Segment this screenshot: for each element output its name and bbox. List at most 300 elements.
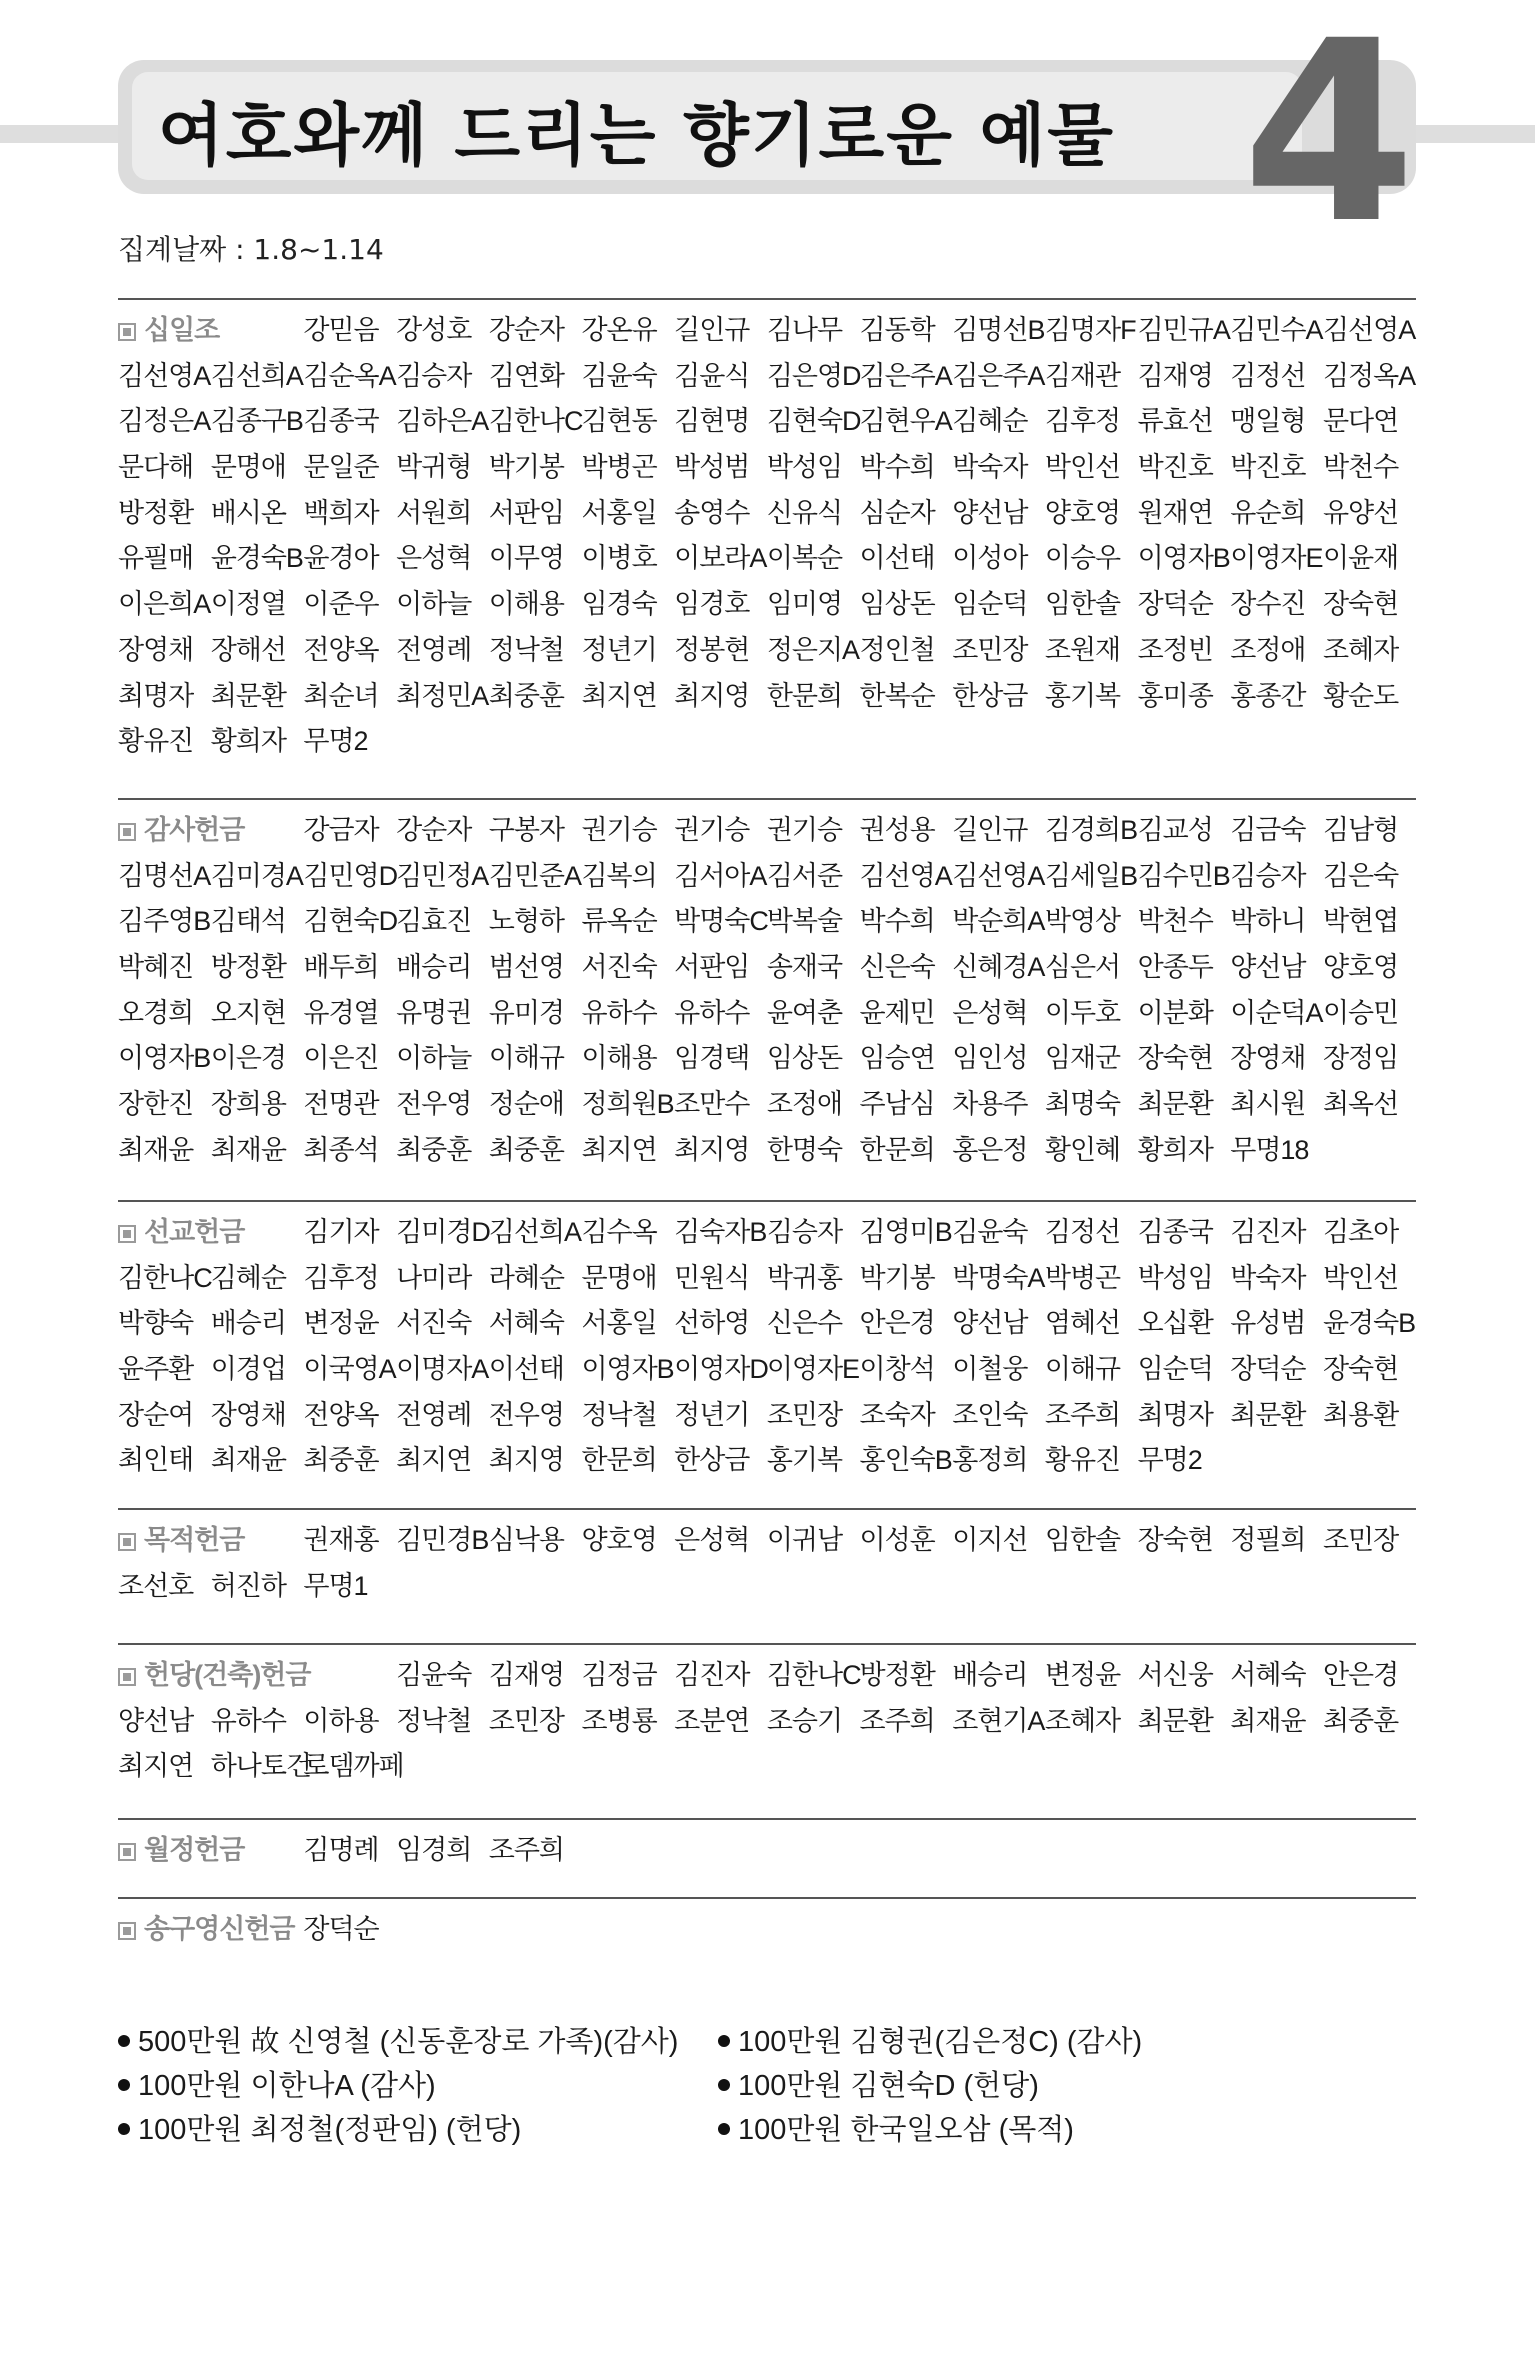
donor-name: 장해선 bbox=[210, 634, 286, 665]
donor-name: 김현동 bbox=[581, 406, 657, 437]
donor-name: 황유진 bbox=[118, 726, 194, 757]
donor-name: 오십환 bbox=[1137, 1308, 1213, 1339]
name-grid bbox=[118, 1899, 1416, 1953]
donor-name: 조주희 bbox=[1044, 1399, 1121, 1430]
donor-name: 이선태 bbox=[488, 1354, 564, 1385]
donor-name: 이해용 bbox=[581, 1043, 657, 1074]
donor-name: 김명례 bbox=[303, 1835, 379, 1865]
donor-name: 유성범 bbox=[1230, 1308, 1306, 1339]
donor-name: 이은진 bbox=[303, 1043, 379, 1074]
donor-name: 문다연 bbox=[1322, 406, 1399, 437]
donor-name: 김하은A bbox=[396, 406, 489, 437]
donor-name: 조인숙 bbox=[952, 1399, 1028, 1430]
donor-name: 김명선B bbox=[952, 315, 1045, 345]
donor-name: 양선남 bbox=[1230, 952, 1306, 983]
donor-name: 박인선 bbox=[1322, 1262, 1399, 1293]
donor-name: 한문희 bbox=[766, 680, 843, 711]
donor-name: 김은숙 bbox=[1322, 860, 1399, 891]
donor-name: 김남형 bbox=[1322, 815, 1399, 845]
donor-name: 무명2 bbox=[303, 726, 368, 757]
donor-name: 김영미B bbox=[859, 1217, 952, 1247]
donor-name: 전우영 bbox=[396, 1089, 472, 1120]
donor-name: 길인규 bbox=[674, 315, 750, 345]
checkbox-square-icon bbox=[118, 823, 136, 841]
donor-name: 장한진 bbox=[118, 1089, 194, 1120]
donor-name: 김명선A bbox=[118, 860, 211, 891]
donor-name: 한복순 bbox=[859, 680, 935, 711]
donor-name: 김윤식 bbox=[674, 360, 750, 391]
donor-name: 박성임 bbox=[1137, 1262, 1213, 1293]
donor-name: 장숙현 bbox=[1137, 1525, 1213, 1555]
section-label: 감사헌금 bbox=[118, 808, 303, 854]
donor-name: 양선남 bbox=[952, 1308, 1028, 1339]
donor-name: 이귀남 bbox=[766, 1525, 843, 1555]
donor-name: 강성호 bbox=[396, 315, 472, 345]
donor-name: 심순자 bbox=[859, 497, 935, 528]
donor-name: 원재연 bbox=[1137, 497, 1213, 528]
donor-name: 황순도 bbox=[1322, 680, 1399, 711]
donor-name: 최지연 bbox=[581, 1134, 657, 1165]
name-grid bbox=[118, 1510, 1416, 1609]
donor-name: 이병호 bbox=[581, 543, 657, 574]
donor-name: 이은희A bbox=[118, 589, 211, 620]
donor-name: 최명자 bbox=[118, 680, 194, 711]
donor-name: 이영자D bbox=[674, 1354, 768, 1385]
donor-name: 한문희 bbox=[859, 1134, 935, 1165]
donor-name: 조만수 bbox=[674, 1089, 750, 1120]
section-label: 월정헌금 bbox=[118, 1828, 303, 1874]
donor-name: 권재홍 bbox=[303, 1525, 379, 1555]
donor-name: 이하늘 bbox=[396, 1043, 472, 1074]
donor-name: 조현기A bbox=[952, 1705, 1045, 1736]
donor-name: 정낙철 bbox=[581, 1399, 657, 1430]
donor-name: 이영자B bbox=[581, 1354, 674, 1385]
donor-name: 조승기 bbox=[766, 1705, 843, 1736]
donor-name: 무명18 bbox=[1230, 1134, 1309, 1165]
donor-name: 전양옥 bbox=[303, 1399, 379, 1430]
donor-name: 최지연 bbox=[581, 680, 657, 711]
donor-name: 홍기복 bbox=[766, 1445, 843, 1476]
donor-name: 이하늘 bbox=[396, 589, 472, 620]
donor-name: 이해규 bbox=[488, 1043, 564, 1074]
donor-name: 김선영A bbox=[118, 360, 211, 391]
page-title: 여호와께 드리는 향기로운 예물 bbox=[158, 97, 1115, 176]
donor-name: 강믿음 bbox=[303, 315, 379, 345]
donor-name: 최중훈 bbox=[303, 1445, 379, 1476]
donor-name: 김현숙D bbox=[766, 406, 861, 437]
donor-name: 김현명 bbox=[674, 406, 750, 437]
donor-name: 최지연 bbox=[118, 1751, 194, 1782]
donor-name: 이두호 bbox=[1044, 997, 1121, 1028]
donor-name: 양호영 bbox=[1322, 952, 1399, 983]
donor-name: 김혜순 bbox=[952, 406, 1028, 437]
donor-name: 김민정A bbox=[396, 860, 489, 891]
donor-name: 윤제민 bbox=[859, 997, 935, 1028]
donor-name: 홍종간 bbox=[1230, 680, 1306, 711]
donor-name: 박하니 bbox=[1230, 906, 1306, 937]
donor-name: 은성혁 bbox=[396, 543, 472, 574]
donor-name: 신은수 bbox=[766, 1308, 843, 1339]
offering-section bbox=[118, 1818, 1416, 1874]
donor-name: 박성범 bbox=[674, 452, 750, 483]
donor-name: 유명권 bbox=[396, 997, 472, 1028]
donor-name: 김나무 bbox=[766, 315, 843, 345]
donor-name: 차용주 bbox=[952, 1089, 1028, 1120]
donor-name: 정낙철 bbox=[396, 1705, 472, 1736]
donor-name: 최중훈 bbox=[396, 1134, 472, 1165]
bullet-icon bbox=[118, 2035, 130, 2047]
donor-name: 장영채 bbox=[118, 634, 194, 665]
donor-name: 조민장 bbox=[952, 634, 1028, 665]
donor-name: 장순여 bbox=[118, 1399, 194, 1430]
donor-name: 정필희 bbox=[1230, 1525, 1306, 1555]
donor-name: 임승연 bbox=[859, 1043, 935, 1074]
donor-name: 홍기복 bbox=[1044, 680, 1121, 711]
donor-name: 이승우 bbox=[1044, 543, 1121, 574]
checkbox-square-icon bbox=[118, 1533, 136, 1551]
donor-name: 김민규A bbox=[1137, 315, 1230, 345]
donor-name: 안은경 bbox=[859, 1308, 935, 1339]
special-gifts-left bbox=[118, 2020, 678, 2152]
donor-name: 유하수 bbox=[674, 997, 750, 1028]
donor-name: 홍인숙B bbox=[859, 1445, 952, 1476]
donor-name: 김은주A bbox=[952, 360, 1045, 391]
donor-name: 최정민A bbox=[396, 680, 489, 711]
donor-name: 유필매 bbox=[118, 543, 194, 574]
donor-name: 신은숙 bbox=[859, 952, 935, 983]
donor-name: 박숙자 bbox=[1230, 1262, 1306, 1293]
donor-name: 김민경B bbox=[396, 1525, 489, 1555]
donor-name: 임인성 bbox=[952, 1043, 1028, 1074]
donor-name: 김동학 bbox=[859, 315, 935, 345]
donor-name: 유미경 bbox=[488, 997, 564, 1028]
donor-name: 최순녀 bbox=[303, 680, 379, 711]
donor-name: 은성혁 bbox=[674, 1525, 750, 1555]
donor-name: 김민영D bbox=[303, 860, 398, 891]
donor-name: 김주영B bbox=[118, 906, 211, 937]
donor-name: 문다해 bbox=[118, 452, 194, 483]
donor-name: 나미라 bbox=[396, 1262, 472, 1293]
donor-name: 김서준 bbox=[766, 860, 843, 891]
donor-name: 임경희 bbox=[396, 1835, 472, 1865]
gift-item: 500만원 故 신영철 (신동훈장로 가족)(감사) bbox=[118, 2020, 678, 2064]
donor-name: 박명숙C bbox=[674, 906, 768, 937]
offering-section bbox=[118, 1508, 1416, 1609]
donor-name: 김명자F bbox=[1044, 315, 1136, 345]
donor-name: 박기봉 bbox=[488, 452, 564, 483]
donor-name: 조민장 bbox=[766, 1399, 843, 1430]
donor-name: 박복술 bbox=[766, 906, 843, 937]
gift-item: 100만원 김현숙D (헌당) bbox=[718, 2064, 1142, 2108]
donor-name: 배승리 bbox=[396, 952, 472, 983]
donor-name: 박혜진 bbox=[118, 952, 194, 983]
offering-section bbox=[118, 1643, 1416, 1790]
donor-name: 무명1 bbox=[303, 1570, 368, 1601]
donor-name: 김초아 bbox=[1322, 1217, 1399, 1247]
donor-name: 임순덕 bbox=[952, 589, 1028, 620]
donor-name: 김진자 bbox=[674, 1660, 750, 1690]
donor-name: 장숙현 bbox=[1322, 1354, 1399, 1385]
donor-name: 박병곤 bbox=[1044, 1262, 1121, 1293]
donor-name: 최재윤 bbox=[118, 1134, 194, 1165]
donor-name: 강순자 bbox=[396, 815, 472, 845]
donor-name: 조정애 bbox=[766, 1089, 843, 1120]
donor-name: 이준우 bbox=[303, 589, 379, 620]
donor-name: 백희자 bbox=[303, 497, 379, 528]
donor-name: 황유진 bbox=[1044, 1445, 1121, 1476]
donor-name: 홍정희 bbox=[952, 1445, 1028, 1476]
donor-name: 박순희A bbox=[952, 906, 1045, 937]
donor-name: 김종구B bbox=[210, 406, 303, 437]
bullet-icon bbox=[718, 2035, 730, 2047]
donor-name: 양선남 bbox=[952, 497, 1028, 528]
donor-name: 이보라A bbox=[674, 543, 767, 574]
donor-name: 조병룡 bbox=[581, 1705, 657, 1736]
donor-name: 김선희A bbox=[488, 1217, 582, 1247]
donor-name: 오경희 bbox=[118, 997, 194, 1028]
donor-name: 정년기 bbox=[674, 1399, 750, 1430]
donor-name: 박진호 bbox=[1137, 452, 1213, 483]
donor-name: 최지영 bbox=[488, 1445, 564, 1476]
donor-name: 조정빈 bbox=[1137, 634, 1213, 665]
donor-name: 최지영 bbox=[674, 1134, 750, 1165]
donor-name: 홍미종 bbox=[1137, 680, 1213, 711]
donor-name: 노형하 bbox=[488, 906, 564, 937]
donor-name: 최재윤 bbox=[210, 1445, 286, 1476]
donor-name: 유양선 bbox=[1322, 497, 1399, 528]
donor-name: 서혜숙 bbox=[488, 1308, 564, 1339]
donor-name: 김민준A bbox=[488, 860, 582, 891]
donor-name: 장수진 bbox=[1230, 589, 1306, 620]
donor-name: 신혜경A bbox=[952, 952, 1045, 983]
donor-name: 민원식 bbox=[674, 1262, 750, 1293]
page-number: 4 bbox=[1242, 0, 1416, 278]
donor-name: 최옥선 bbox=[1322, 1089, 1399, 1120]
donor-name: 염혜선 bbox=[1044, 1308, 1121, 1339]
donor-name: 윤주환 bbox=[118, 1354, 194, 1385]
donor-name: 김수민B bbox=[1137, 860, 1230, 891]
donor-name: 김복의 bbox=[581, 860, 657, 891]
donor-name: 류옥순 bbox=[581, 906, 657, 937]
offering-section bbox=[118, 298, 1416, 765]
donor-name: 김정은A bbox=[118, 406, 211, 437]
donor-name: 이국영A bbox=[303, 1354, 396, 1385]
donor-name: 최재윤 bbox=[210, 1134, 286, 1165]
donor-name: 방정환 bbox=[210, 952, 286, 983]
donor-name: 배두희 bbox=[303, 952, 379, 983]
donor-name: 오지현 bbox=[210, 997, 286, 1028]
donor-name: 장숙현 bbox=[1137, 1043, 1213, 1074]
donor-name: 유하수 bbox=[210, 1705, 286, 1736]
donor-name: 권기승 bbox=[581, 815, 657, 845]
name-grid bbox=[118, 1820, 1416, 1874]
donor-name: 강온유 bbox=[581, 315, 657, 345]
donor-name: 김미경A bbox=[210, 860, 303, 891]
donor-name: 김선영A bbox=[1322, 315, 1416, 345]
donor-name: 최중훈 bbox=[1322, 1705, 1399, 1736]
donor-name: 변정윤 bbox=[1044, 1660, 1121, 1690]
donor-name: 이지선 bbox=[952, 1525, 1028, 1555]
donor-name: 안은경 bbox=[1322, 1660, 1399, 1690]
bullet-icon bbox=[118, 2123, 130, 2135]
donor-name: 서혜숙 bbox=[1230, 1660, 1306, 1690]
donor-name: 최명자 bbox=[1137, 1399, 1213, 1430]
donor-name: 허진하 bbox=[210, 1570, 286, 1601]
donor-name: 배승리 bbox=[952, 1660, 1028, 1690]
donor-name: 장숙현 bbox=[1322, 589, 1399, 620]
section-label: 십일조 bbox=[118, 308, 303, 354]
name-grid bbox=[118, 300, 1416, 765]
donor-name: 이승민 bbox=[1322, 997, 1399, 1028]
donor-name: 최문환 bbox=[1137, 1705, 1213, 1736]
donor-name: 박명숙A bbox=[952, 1262, 1045, 1293]
donor-name: 조원재 bbox=[1044, 634, 1121, 665]
donor-name: 김현숙D bbox=[303, 906, 398, 937]
donor-name: 임한솔 bbox=[1044, 589, 1121, 620]
donor-name: 임상돈 bbox=[859, 589, 935, 620]
donor-name: 장덕순 bbox=[1137, 589, 1213, 620]
donor-name: 최재윤 bbox=[1230, 1705, 1306, 1736]
donor-name: 이해규 bbox=[1044, 1354, 1121, 1385]
donor-name: 변정윤 bbox=[303, 1308, 379, 1339]
donor-name: 조민장 bbox=[1322, 1525, 1399, 1555]
donor-name: 한상금 bbox=[952, 680, 1028, 711]
donor-name: 서진숙 bbox=[581, 952, 657, 983]
donor-name: 방정환 bbox=[859, 1660, 935, 1690]
donor-name: 김정선 bbox=[1044, 1217, 1121, 1247]
donor-name: 신유식 bbox=[766, 497, 843, 528]
donor-name: 최문환 bbox=[210, 680, 286, 711]
checkbox-square-icon bbox=[118, 1668, 136, 1686]
donor-name: 조주희 bbox=[859, 1705, 935, 1736]
donor-name: 조선호 bbox=[118, 1570, 194, 1601]
donor-name: 이은경 bbox=[210, 1043, 286, 1074]
donor-name: 이철웅 bbox=[952, 1354, 1028, 1385]
donor-name: 주남심 bbox=[859, 1089, 935, 1120]
donor-name: 최중훈 bbox=[488, 680, 564, 711]
donor-name: 이선태 bbox=[859, 543, 935, 574]
donor-name: 한상금 bbox=[674, 1445, 750, 1476]
donor-name: 박병곤 bbox=[581, 452, 657, 483]
checkbox-square-icon bbox=[118, 1843, 136, 1861]
donor-name: 조혜자 bbox=[1044, 1705, 1121, 1736]
donor-name: 배시온 bbox=[210, 497, 286, 528]
donor-name: 최인태 bbox=[118, 1445, 194, 1476]
checkbox-square-icon bbox=[118, 323, 136, 341]
donor-name: 방정환 bbox=[118, 497, 194, 528]
donor-name: 장희용 bbox=[210, 1089, 286, 1120]
donor-name: 배승리 bbox=[210, 1308, 286, 1339]
donor-name: 권기승 bbox=[674, 815, 750, 845]
donor-name: 정인철 bbox=[859, 634, 935, 665]
donor-name: 김재영 bbox=[488, 1660, 565, 1690]
donor-name: 정은지A bbox=[766, 634, 860, 665]
name-grid bbox=[118, 1202, 1416, 1484]
donor-name: 조정애 bbox=[1230, 634, 1306, 665]
section-label: 목적헌금 bbox=[118, 1518, 303, 1564]
donor-name: 황희자 bbox=[1137, 1134, 1213, 1165]
donor-name: 김은주A bbox=[859, 360, 952, 391]
donor-name: 문일준 bbox=[303, 452, 379, 483]
donor-name: 전양옥 bbox=[303, 634, 379, 665]
donor-name: 홍은정 bbox=[952, 1134, 1028, 1165]
donor-name: 이명자A bbox=[396, 1354, 489, 1385]
donor-name: 양호영 bbox=[1044, 497, 1121, 528]
donor-name: 정희원B bbox=[581, 1089, 674, 1120]
donor-name: 장정임 bbox=[1322, 1043, 1399, 1074]
donor-name: 이분화 bbox=[1137, 997, 1213, 1028]
donor-name: 최문환 bbox=[1230, 1399, 1306, 1430]
donor-name: 김재영 bbox=[1137, 360, 1213, 391]
donor-name: 권성용 bbox=[859, 815, 935, 845]
donor-name: 서원희 bbox=[396, 497, 472, 528]
checkbox-square-icon bbox=[118, 1922, 136, 1940]
donor-name: 김숙자B bbox=[674, 1217, 767, 1247]
donor-name: 김한나C bbox=[118, 1262, 212, 1293]
checkbox-square-icon bbox=[118, 1225, 136, 1243]
offering-section bbox=[118, 1897, 1416, 1953]
donor-name: 문명애 bbox=[210, 452, 286, 483]
donor-name: 박향숙 bbox=[118, 1308, 194, 1339]
donor-name: 이복순 bbox=[766, 543, 843, 574]
donor-name: 박인선 bbox=[1044, 452, 1121, 483]
donor-name: 강금자 bbox=[303, 815, 379, 845]
section-label: 헌당(건축)헌금 bbox=[118, 1653, 396, 1699]
donor-name: 김한나C bbox=[488, 406, 583, 437]
donor-name: 최문환 bbox=[1137, 1089, 1213, 1120]
donor-name: 김경희B bbox=[1044, 815, 1138, 845]
donor-name: 박현엽 bbox=[1322, 906, 1399, 937]
name-grid bbox=[118, 800, 1416, 1174]
donor-name: 조주희 bbox=[488, 1835, 565, 1865]
donor-name: 김후정 bbox=[303, 1262, 379, 1293]
donor-name: 서판임 bbox=[488, 497, 564, 528]
donor-name: 김재관 bbox=[1044, 360, 1121, 391]
donor-name: 김윤숙 bbox=[396, 1660, 472, 1690]
donor-name: 전우영 bbox=[488, 1399, 564, 1430]
donor-name: 이해용 bbox=[488, 589, 564, 620]
donor-name: 이영자B bbox=[118, 1043, 211, 1074]
donor-name: 박귀홍 bbox=[766, 1262, 843, 1293]
donor-name: 김교성 bbox=[1137, 815, 1213, 845]
donor-name: 김민수A bbox=[1230, 315, 1323, 345]
donor-name: 김수옥 bbox=[581, 1217, 657, 1247]
donor-name: 정순애 bbox=[488, 1089, 564, 1120]
donor-name: 서판임 bbox=[674, 952, 750, 983]
donor-name: 장영채 bbox=[210, 1399, 286, 1430]
donor-name: 최종석 bbox=[303, 1134, 379, 1165]
donor-name: 강순자 bbox=[488, 315, 565, 345]
section-label: 송구영신헌금 bbox=[118, 1907, 303, 1953]
donor-name: 김서아A bbox=[674, 860, 767, 891]
donor-name: 문명애 bbox=[581, 1262, 657, 1293]
donor-name: 김은영D bbox=[766, 360, 861, 391]
donor-name: 이영자B bbox=[1137, 543, 1230, 574]
donor-name: 임상돈 bbox=[766, 1043, 843, 1074]
gift-item: 100만원 김형권(김은정C) (감사) bbox=[718, 2020, 1142, 2064]
donor-name: 김정선 bbox=[1230, 360, 1306, 391]
donor-name: 임한솔 bbox=[1044, 1525, 1121, 1555]
donor-name: 윤경숙B bbox=[1322, 1308, 1416, 1339]
donor-name: 김미경D bbox=[396, 1217, 490, 1247]
donor-name: 김승자 bbox=[1230, 860, 1306, 891]
donor-name: 김순옥A bbox=[303, 360, 396, 391]
donor-name: 박기봉 bbox=[859, 1262, 935, 1293]
special-gifts-right bbox=[718, 2020, 1142, 2152]
donor-name: 양선남 bbox=[118, 1705, 194, 1736]
donor-name: 이윤재 bbox=[1322, 543, 1399, 574]
donor-name: 박진호 bbox=[1230, 452, 1306, 483]
